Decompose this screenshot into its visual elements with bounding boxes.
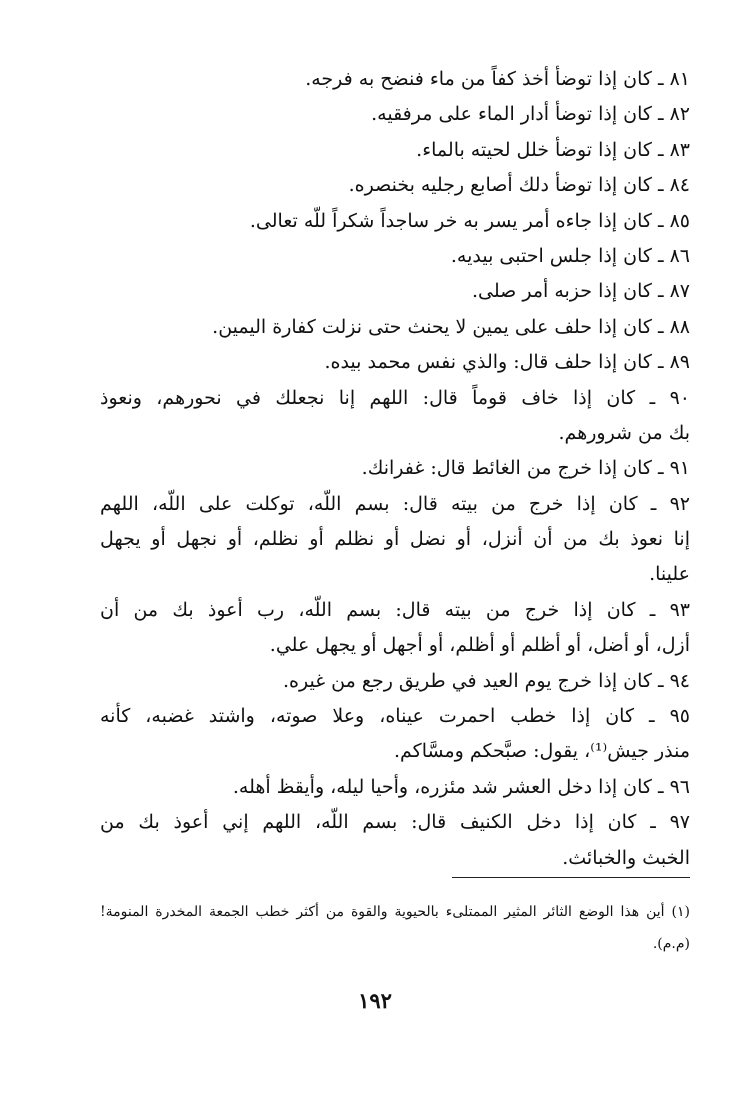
text-line-87: ٨٧ ـ كان إذا حزبه أمر صلى. (472, 280, 690, 303)
text-line-92-cont-1: إنا نعوذ بك من أن أنزل، أو نضل أو نظلم أو نظلم، أو نجهل أو يجهل (100, 528, 690, 551)
text-line-93-cont: أزل، أو أضل، أو أظلم أو أظلم، أو أجهل أو يجهل علي. (269, 634, 690, 657)
text-line-84: ٨٤ ـ كان إذا توضأ دلك أصابع رجليه بخنصره. (348, 174, 690, 197)
text-line-94: ٩٤ ـ كان إذا خرج يوم العيد في طريق رجع من غيره. (282, 669, 690, 692)
text-line-95-cont: منذر جيش⁽¹⁾، يقول: صبَّحكم ومسَّاكم. (393, 740, 690, 763)
text-line-90-cont: بك من شرورهم. (558, 421, 690, 444)
text-line-91: ٩١ ـ كان إذا خرج من الغائط قال: غفرانك. (361, 457, 690, 480)
text-line-92: ٩٢ ـ كان إذا خرج من بيته قال: بسم اللّه، توكلت على اللّه، اللهم (100, 492, 690, 515)
text-line-96: ٩٦ ـ كان إذا دخل العشر شد مئزره، وأحيا ليله، وأيقظ أهله. (232, 775, 690, 798)
text-line-97: ٩٧ ـ كان إذا دخل الكنيف قال: بسم اللّه، اللهم إني أعوذ بك من (100, 811, 690, 834)
text-line-89: ٨٩ ـ كان إذا حلف قال: والذي نفس محمد بيده. (324, 351, 690, 374)
footnote-divider (452, 877, 690, 878)
text-line-82: ٨٢ ـ كان إذا توضأ أدار الماء على مرفقيه. (371, 103, 690, 126)
main-text (100, 62, 690, 876)
text-line-85: ٨٥ ـ كان إذا جاءه أمر يسر به خر ساجداً شكراً للّه تعالى. (249, 209, 690, 232)
text-line-97-cont: الخبث والخبائث. (562, 846, 690, 869)
page-number: ١٩٢ (358, 988, 392, 1013)
text-line-92-cont-2: علينا. (649, 563, 690, 586)
footnote-line-2: (م.م). (652, 936, 690, 952)
text-line-90: ٩٠ ـ كان إذا خاف قوماً قال: اللهم إنا نجعلك في نحورهم، ونعوذ (100, 386, 690, 409)
text-line-93: ٩٣ ـ كان إذا خرج من بيته قال: بسم اللّه، رب أعوذ بك من أن (100, 598, 690, 621)
text-line-88: ٨٨ ـ كان إذا حلف على يمين لا يحنث حتى نزلت كفارة اليمين. (212, 315, 690, 338)
footnote (100, 896, 690, 960)
text-line-81: ٨١ ـ كان إذا توضأ أخذ كفاً من ماء فنضح به فرجه. (305, 68, 690, 90)
text-line-83: ٨٣ ـ كان إذا توضأ خلل لحيته بالماء. (416, 138, 690, 161)
footnote-line-1: (١) أين هذا الوضع الثائر المثير الممتلىء بالحيوية والقوة من أكثر خطب الجمعة المخدرة المنومة! (100, 904, 690, 920)
text-line-86: ٨٦ ـ كان إذا جلس احتبى بيديه. (450, 244, 690, 267)
text-line-95: ٩٥ ـ كان إذا خطب احمرت عيناه، وعلا صوته، واشتد غضبه، كأنه (100, 705, 690, 728)
